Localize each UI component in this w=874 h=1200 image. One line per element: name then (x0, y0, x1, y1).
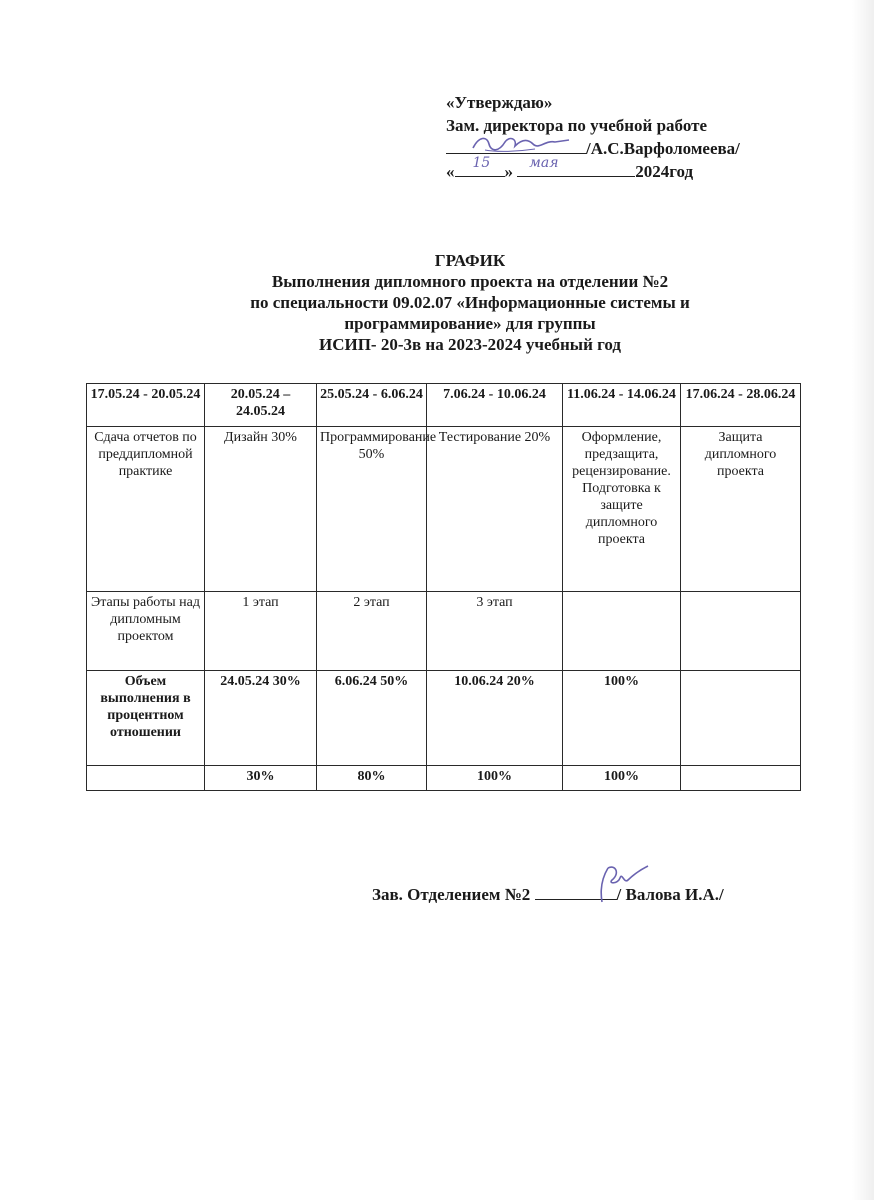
table-cell: 10.06.24 20% (427, 671, 563, 766)
table-cell: Оформление, предзащита, рецензирование. Подготовка к защите дипломного проекта (563, 427, 681, 592)
table-cell: 6.06.24 50% (317, 671, 427, 766)
table-cell: Этапы работы над дипломным проектом (87, 592, 205, 671)
head-signature-scribble (590, 862, 650, 906)
table-cell (681, 592, 801, 671)
table-cell: 25.05.24 - 6.06.24 (317, 384, 427, 427)
table-cell: 100% (563, 671, 681, 766)
approval-position: Зам. директора по учебной работе (446, 116, 707, 135)
table-cell (563, 592, 681, 671)
table-cell: 24.05.24 30% (205, 671, 317, 766)
head-signature-line (372, 883, 724, 905)
title-line-2: Выполнения дипломного проекта на отделении №2 (271, 272, 669, 291)
table-cell: Защита дипломного проекта (681, 427, 801, 592)
approval-signature-scribble (465, 132, 575, 156)
table-cell: 7.06.24 - 10.06.24 (427, 384, 563, 427)
table-cell: 1 этап (205, 592, 317, 671)
date-close-quote: » (504, 162, 513, 181)
table-cell (681, 671, 801, 766)
approval-heading: «Утверждаю» (446, 93, 553, 112)
title-line-3: по специальности 09.02.07 «Информационные системы и (250, 293, 690, 312)
title-line-4: программирование» для группы (344, 314, 596, 333)
table-cell (681, 766, 801, 791)
title-line-5: ИСИП- 20-3в на 2023-2024 учебный год (318, 335, 622, 354)
table-row-volume (87, 671, 801, 766)
table-row-stages (87, 427, 801, 592)
document-title (120, 250, 820, 355)
table-cell: 80% (317, 766, 427, 791)
table-cell: 11.06.24 - 14.06.24 (563, 384, 681, 427)
head-position: Зав. Отделением №2 (372, 885, 531, 904)
date-open-quote: « (446, 162, 455, 181)
table-cell: 3 этап (427, 592, 563, 671)
table-cell: 20.05.24 – 24.05.24 (205, 384, 317, 427)
table-cell: 17.05.24 - 20.05.24 (87, 384, 205, 427)
table-cell: Объем выполнения в процентном отношении (87, 671, 205, 766)
table-cell: Дизайн 30% (205, 427, 317, 592)
table-cell: 2 этап (317, 592, 427, 671)
approval-date-line (446, 155, 740, 183)
table-row-steps (87, 592, 801, 671)
table-cell: 100% (427, 766, 563, 791)
table-cell (87, 766, 205, 791)
date-month-blank (517, 155, 635, 177)
date-month-handwritten: мая (529, 155, 559, 171)
table-cell: Тестирование 20% (427, 427, 563, 592)
date-day-blank (455, 155, 505, 177)
table-cell: 30% (205, 766, 317, 791)
date-day-handwritten: 15 (472, 155, 491, 171)
table-cell: 100% (563, 766, 681, 791)
approval-signer: /А.С.Варфоломеева/ (586, 139, 740, 158)
table-row-total (87, 766, 801, 791)
table-cell: Программирование 50% (317, 427, 427, 592)
table-header-row (87, 384, 801, 427)
schedule-table (86, 383, 801, 791)
title-line-1: ГРАФИК (434, 251, 506, 270)
head-name: / Валова И.А./ (616, 885, 724, 904)
table-cell: 17.06.24 - 28.06.24 (681, 384, 801, 427)
scan-edge-shadow (852, 0, 874, 1200)
date-year: 2024год (635, 162, 694, 181)
table-cell: Сдача отчетов по преддипломной практике (87, 427, 205, 592)
